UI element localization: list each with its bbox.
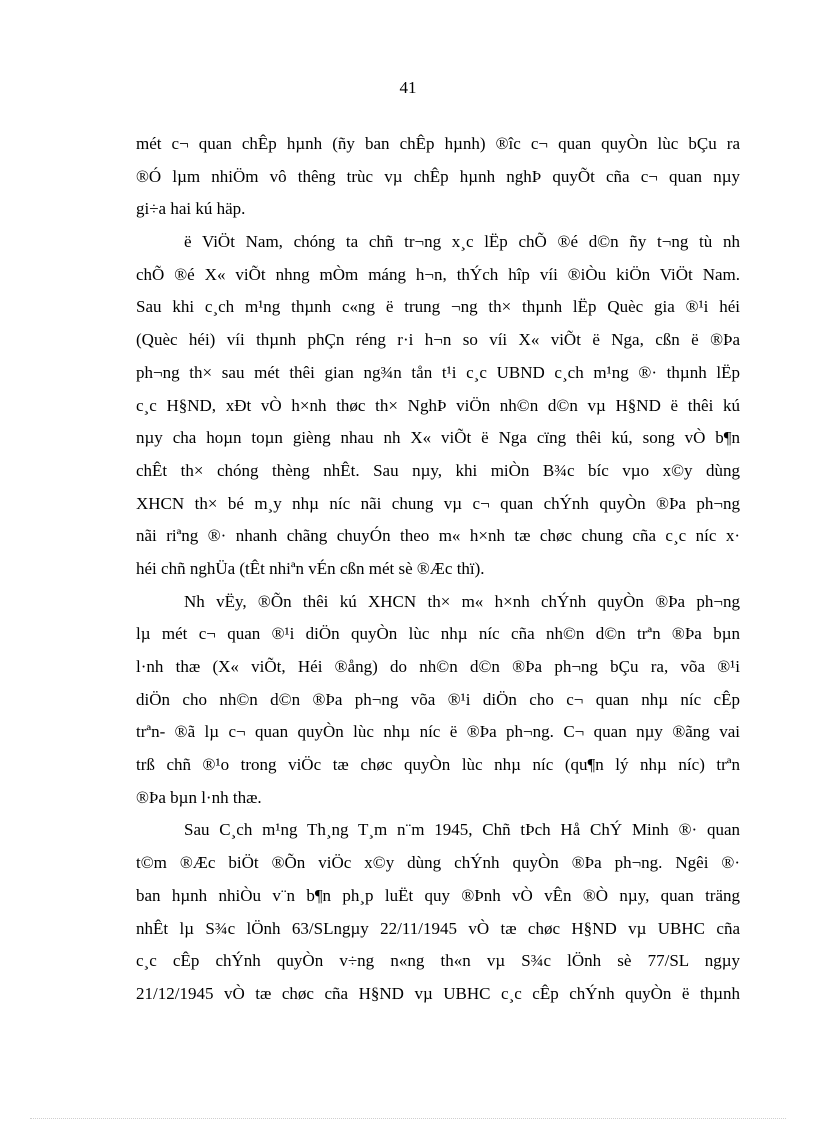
text-line: XHCN th× bé m¸y nhµ níc nãi chung vµ c¬ quan chÝnh quyÒn ®Þa ph¬ng: [136, 493, 740, 513]
text-line: nãi riªng ®· nhanh chãng chuyÓn theo m« h×nh tæ chøc chung cña c¸c níc x·: [136, 526, 740, 546]
text-line: t©m ®Æc biÖt ®Õn viÖc x©y dùng chÝnh quyÒn ®Þa ph¬ng. Ngêi ®·: [136, 853, 740, 873]
text-line: ban hµnh nhiÒu v¨n b¶n ph¸p luËt quy ®Þnh vÒ vÊn ®Ò nµy, quan träng: [136, 885, 740, 905]
text-line: c¸c cÊp chÝnh quyÒn v÷ng n«ng th«n vµ S¾c lÖnh sè 77/SL ngµy: [136, 951, 740, 971]
text-line: héi chñ nghÜa (tÊt nhiªn vÉn cßn mét sè ®Æc thï).: [136, 558, 485, 578]
text-line: trß chñ ®¹o trong viÖc tæ chøc quyÒn lùc nhµ níc (qu¶n lý nhµ níc) trªn: [136, 755, 740, 775]
text-line: nhÊt lµ S¾c lÖnh 63/SLngµy 22/11/1945 vÒ tæ chøc H§ND vµ UBHC cña: [136, 918, 740, 938]
text-line: Sau C¸ch m¹ng Th¸ng T¸m n¨m 1945, Chñ tÞch Hå ChÝ Minh ®· quan: [184, 820, 740, 840]
text-line: c¸c H§ND, xÐt vÒ h×nh thøc th× NghÞ viÖn nh©n d©n vµ H§ND ë thêi kú: [136, 395, 740, 415]
text-line: mét c¬ quan chÊp hµnh (ñy ban chÊp hµnh) ®îc c¬ quan quyÒn lùc bÇu ra: [136, 134, 740, 153]
page-number: 41: [399, 78, 417, 97]
text-line: ®Ó lµm nhiÖm vô thêng trùc vµ chÊp hµnh nghÞ quyÕt cña c¬ quan nµy: [136, 166, 740, 186]
text-line: ph¬ng th× sau mét thêi gian ng¾n tån t¹i c¸c UBND c¸ch m¹ng ®· thµnh lËp: [136, 362, 740, 382]
text-line: (Quèc héi) víi thµnh phÇn réng r·i h¬n so víi X« viÕt ë Nga, cßn ë ®Þa: [136, 330, 740, 350]
text-line: ®Þa bµn l·nh thæ.: [136, 787, 262, 807]
text-line: chÕ ®é X« viÕt nhng mÒm máng h¬n, thÝch hîp víi ®iÒu kiÖn ViÖt Nam.: [136, 264, 740, 284]
text-line: Nh vËy, ®Õn thêi kú XHCN th× m« h×nh chÝnh quyÒn ®Þa ph¬ng: [184, 591, 740, 611]
text-line: chÊt th× chóng thèng nhÊt. Sau nµy, khi miÒn B¾c bíc vµo x©y dùng: [136, 460, 740, 480]
text-line: ë ViÖt Nam, chóng ta chñ tr¬ng x¸c lËp chÕ ®é d©n ñy t¬ng tù nh: [184, 232, 740, 252]
text-line: trªn- ®ã lµ c¬ quan quyÒn lùc nhµ níc ë ®Þa ph¬ng. C¬ quan nµy ®ãng vai: [136, 722, 740, 742]
body-text: [136, 128, 740, 1011]
text-line: nµy cha hoµn toµn gièng nhau nh X« viÕt ë Nga cïng thêi kú, song vÒ b¶n: [136, 428, 740, 448]
text-line: Sau khi c¸ch m¹ng thµnh c«ng ë trung ¬ng th× thµnh lËp Quèc gia ®¹i héi: [136, 297, 740, 317]
text-line: diÖn cho nh©n d©n ®Þa ph¬ng võa ®¹i diÖn cho c¬ quan nhµ níc cÊp: [136, 689, 740, 709]
text-line: lµ mét c¬ quan ®¹i diÖn quyÒn lùc nhµ níc cña nh©n d©n trªn ®Þa bµn: [136, 624, 740, 644]
text-line: 21/12/1945 vÒ tæ chøc cña H§ND vµ UBHC c¸c cÊp chÝnh quyÒn ë thµnh: [136, 983, 740, 1003]
text-line: l·nh thæ (X« viÕt, Héi ®ång) do nh©n d©n ®Þa ph¬ng bÇu ra, võa ®¹i: [136, 657, 740, 676]
text-line: gi÷a hai kú häp.: [136, 199, 246, 219]
footer-divider: [30, 1118, 786, 1119]
